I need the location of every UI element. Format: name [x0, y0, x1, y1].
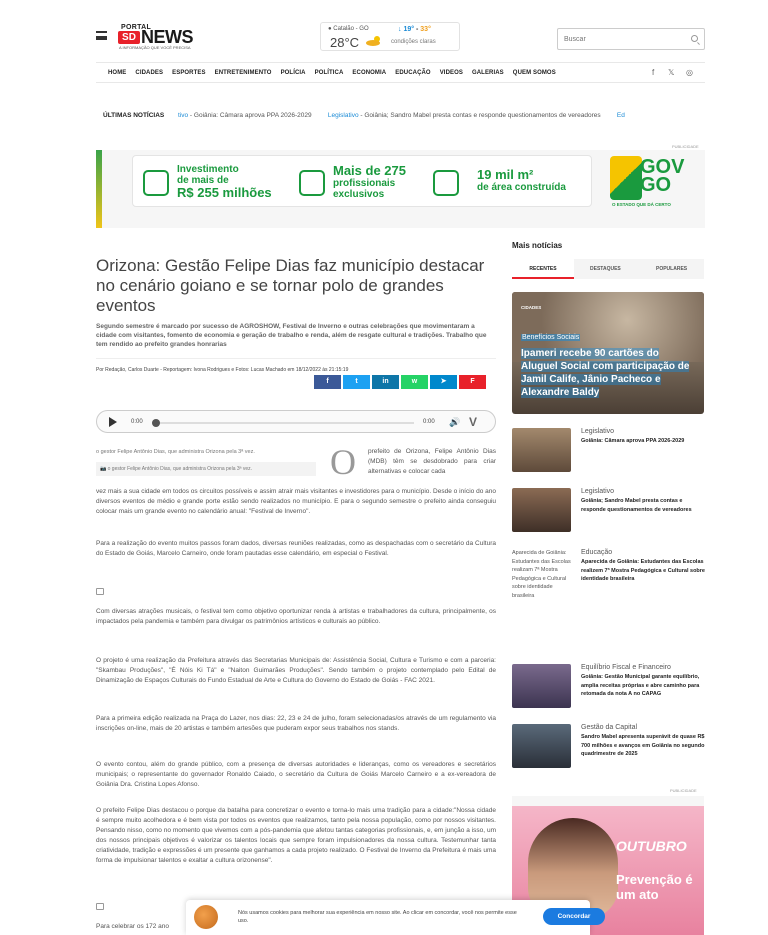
- ticker-item2[interactable]: - Goiânia; Sandro Mabel presta contas e responde questionamentos de vereadores: [358, 112, 601, 119]
- share-bar: [314, 375, 486, 389]
- banner-b2-line2: exclusivos: [333, 189, 385, 200]
- paragraph-8: Para celebrar os 172 ano: [96, 923, 169, 930]
- ticker-item1-cat[interactable]: tivo: [178, 112, 189, 119]
- nav-entretenimento[interactable]: ENTRETENIMENTO: [214, 70, 272, 76]
- list-item-category: Equilíbrio Fiscal e Financeiro: [581, 664, 671, 671]
- article-subtitle: Segundo semestre é marcado por sucesso de AGROSHOW, Festival de Inverno e outras celebrações que movimentaram a cidade com visitantes, fomento de economia e geração de trabalho e renda, além de resgate cultural e tradições. Trabalho que tem rendido ao prefeito grandes honrarias: [96, 323, 487, 348]
- sidebar-tabs: [512, 259, 704, 279]
- share-telegram-icon[interactable]: ➤: [430, 375, 457, 389]
- accept-cookies-button[interactable]: Concordar: [543, 908, 605, 925]
- paragraph-3: Com diversas atrações musicais, o festival tem como objetivo oportunizar renda à artistas e trabalhadores da cultura, principalmente, os impactados pela pandemia e também para divulgar os patrimônios artísticos e culturais ao público.: [96, 608, 496, 625]
- main-nav: [96, 62, 705, 83]
- gov-go-text: GOV GO: [640, 156, 685, 196]
- list-item-title: Goiânia: Câmara aprova PPA 2026-2029: [581, 438, 685, 444]
- news-ticker: [0, 107, 768, 124]
- list-item[interactable]: [512, 724, 704, 770]
- gov-go-logo: [610, 156, 690, 208]
- money-hand-icon: [143, 170, 169, 196]
- article-byline: Por Redação, Carlos Duarte - Reportagem: Ivona Rodrigues e Fotos: Lucas Machado em 18/12/2022 às 21:15:19: [96, 367, 349, 373]
- audio-duration: 0:00: [423, 419, 435, 425]
- list-item[interactable]: [512, 549, 704, 649]
- featured-title: Ipameri recebe 90 cartões do Aluguel Social com participação de Jamil Calife, Jânio Pacheco e Alexandre Baldy: [521, 348, 690, 398]
- weather-condition: condições claras: [391, 39, 436, 45]
- list-item-category: Legislativo: [581, 488, 615, 495]
- list-item-category: Educação: [581, 549, 613, 556]
- search-box[interactable]: [557, 28, 705, 50]
- audio-player: [96, 410, 496, 433]
- share-flipboard-icon[interactable]: F: [459, 375, 486, 389]
- banner-b2-big: Mais de 275: [333, 163, 406, 178]
- ticker-label: ÚLTIMAS NOTÍCIAS: [103, 112, 165, 119]
- share-whatsapp-icon[interactable]: w: [401, 375, 428, 389]
- logo-portal: PORTAL: [121, 24, 152, 31]
- dropcap: O: [330, 442, 356, 482]
- logo-tagline: A INFORMAÇÃO QUE VOCÊ PRECISA: [119, 45, 191, 50]
- cookie-banner: [186, 900, 590, 935]
- banner-b2-line1: profissionais: [333, 178, 396, 189]
- list-item[interactable]: [512, 488, 704, 534]
- nav-policia[interactable]: POLÍCIA: [280, 70, 306, 76]
- logo-news: NEWS: [141, 27, 193, 47]
- list-item[interactable]: [512, 428, 704, 474]
- ticker-item3-cat[interactable]: Ed: [616, 112, 625, 119]
- weather-widget: ● Catalão - GO 28°C ↓ 19° - 33° condições claras: [320, 22, 460, 51]
- list-item-category: Gestão da Capital: [581, 724, 638, 731]
- paragraph-5: Para a primeira edição realizada na Praça do Lazer, nos dias: 22, 23 e 24 de julho, foram selecionadas/os através de um regulamento via inscrições on-line, mais de 20 artistas e também artesões que puderam expor seus trabalhos nos stands.: [96, 715, 496, 732]
- hospital-bed-icon: [433, 170, 459, 196]
- gov-go-tagline: O ESTADO QUE DÁ CERTO: [612, 202, 671, 207]
- audio-seek-track[interactable]: [152, 422, 414, 424]
- banner-b1-line2: de mais de: [177, 175, 229, 186]
- image-caption-text: o gestor Felipe Antônio Dias, que administra Orizona pela 3ª vez.: [107, 466, 253, 472]
- nav-videos[interactable]: VIDEOS: [439, 70, 463, 76]
- ad-label: PUBLICIDADE: [670, 788, 697, 793]
- weather-location: Catalão - GO: [333, 26, 369, 32]
- banner-b3-big: 19 mil m²: [477, 167, 534, 182]
- nav-home[interactable]: HOME: [108, 70, 127, 76]
- volume-icon[interactable]: 🔊: [449, 417, 461, 427]
- news-thumbnail: [512, 664, 571, 708]
- nav-cidades[interactable]: CIDADES: [135, 70, 164, 76]
- featured-category: CIDADES: [521, 305, 542, 310]
- divider: [96, 358, 496, 359]
- search-input[interactable]: [558, 29, 684, 49]
- news-thumbnail: [512, 488, 571, 532]
- ad-label: PUBLICIDADE: [672, 144, 699, 149]
- twitter-icon[interactable]: 𝕏: [668, 68, 675, 77]
- news-thumbnail: [512, 724, 571, 768]
- broken-image-icon: [96, 588, 104, 595]
- share-linkedin-icon[interactable]: in: [372, 375, 399, 389]
- instagram-icon[interactable]: ◎: [686, 68, 693, 77]
- audio-brand-icon: V: [469, 415, 478, 429]
- share-facebook-icon[interactable]: f: [314, 375, 341, 389]
- news-thumbnail-alt: Aparecida de Goiânia: Estudantes das Escolas realizam 7ª Mostra Pedagógica e Cultural sobre identidade brasileira: [512, 550, 571, 599]
- featured-badge: Benefícios Sociais: [522, 334, 580, 341]
- sidebar-title: Mais notícias: [512, 241, 563, 250]
- cookie-text: Nós usamos cookies para melhorar sua experiência em nosso site. Ao clicar em concordar, você nos permite esse uso.: [238, 910, 517, 924]
- tab-destaques[interactable]: DESTAQUES: [590, 266, 621, 272]
- news-thumbnail: [512, 428, 571, 472]
- nav-educacao[interactable]: EDUCAÇÃO: [395, 70, 431, 76]
- weather-min: 19°: [403, 26, 415, 33]
- nav-politica[interactable]: POLÍTICA: [314, 70, 344, 76]
- article-title: Orizona: Gestão Felipe Dias faz município destacar no cenário goiano e se tornar polo de grandes eventos: [96, 256, 485, 315]
- broken-image-icon: [96, 903, 104, 910]
- banner-b3-line1: de área construída: [477, 182, 566, 193]
- weather-max: 33°: [420, 26, 431, 33]
- banner-b1-line1: Investimento: [177, 164, 239, 175]
- ticker-item2-cat[interactable]: Legislativo: [327, 112, 359, 119]
- image-alt-text: o gestor Felipe Antônio Dias, que administra Orizona pela 3ª vez.: [96, 449, 255, 455]
- nav-quem-somos[interactable]: QUEM SOMOS: [512, 70, 556, 76]
- paragraph-6: O evento contou, além do grande público, com a presença de diversas autoridades e lideranças, como os vereadores e secretários municipais; o representante do governador Ronaldo Caiado, o secretário da Cultura de Goiás Marcelo Carneiro e a ex-vereadora de Goiânia Dra. Cristina Lopes Afonso.: [96, 761, 496, 788]
- list-item[interactable]: [512, 664, 704, 710]
- paragraph-7: O prefeito Felipe Dias destacou o porque da batalha para concretizar o evento e torna-lo mais uma tradição para a cidade:"Nossa cidade é sempre muito acolhedora e é bem vista por todos os eventos que realizamos, tanto pela nossa população, como por nossos visitantes. Pensando nisso, como no momento que vivemos com a pós-pandemia que afetou tantas categorias profissionais, e, em junção a isso, um dos nossos principais objetivos é valorizar os talentos locais que sempre foram impulsionadores da nossa cultura. Testemunhar tanta criatividade, tradição e expressões é um presente que ganhamos a cada projeto realizado. O Festival de Inverno da Prefeitura é mais uma forma de impulsionar talentos e exaltar a cultura orizonense".: [96, 807, 496, 864]
- site-logo[interactable]: [118, 24, 210, 50]
- nav-galerias[interactable]: GALERIAS: [471, 70, 504, 76]
- ad-outubro: OUTUBRO: [616, 838, 687, 854]
- share-twitter-icon[interactable]: t: [343, 375, 370, 389]
- paragraph-1: vez mais a sua cidade em todos os circuitos possíveis e assim atrair mais visitantes e investidores para o município. Desde o início do ano diversos eventos de médio e grande porte estão sendo realizados no município. E para o segundo semestre o prefeito ainda conseguiu colocar mais um grande evento no calendário anual: "Festival de Inverno".: [96, 488, 496, 515]
- audio-seek-handle[interactable]: [152, 419, 160, 427]
- audio-current-time: 0:00: [131, 419, 143, 425]
- ticker-item1[interactable]: - Goiânia: Câmara aprova PPA 2026-2029: [188, 112, 312, 119]
- list-item-title: Goiânia; Sandro Mabel presta contas e responde questionamentos de vereadores: [581, 498, 692, 513]
- paragraph-1-top: prefeito de Orizona, Felipe Antônio Dias (MDB) têm se desdobrado para criar alternativas e colocar cada: [368, 448, 496, 475]
- facebook-icon[interactable]: f: [652, 68, 655, 77]
- image-caption: 📷 o gestor Felipe Antônio Dias, que administra Orizona pela 3ª vez.: [96, 462, 316, 476]
- featured-news[interactable]: [512, 292, 704, 414]
- list-item-title: Aparecida de Goiânia: Estudantes das Escolas realizem 7ª Mostra Pedagógica e Cultural sobre identidade brasileira: [581, 559, 705, 582]
- logo-sd: SD: [118, 31, 140, 44]
- banner-b1-big: R$ 255 milhões: [177, 185, 272, 200]
- weather-temp: 28°C: [330, 35, 360, 50]
- nav-economia[interactable]: ECONOMIA: [352, 70, 387, 76]
- list-item-title: Goiânia: Gestão Municipal garante equilíbrio, amplia receitas próprias e abre caminho para retomada da nota A no CAPAG: [581, 674, 700, 697]
- ad-prevencao: Prevenção é um ato: [616, 872, 693, 902]
- paragraph-4: O projeto é uma realização da Prefeitura através das Secretarias Municipais de: Assistência Social, Cultura e Turismo e com a parceria: "Skambau Produções", "É Nóis Ki Tá" e "Naiton Guimarães Produções". Sendo também o projeto contemplado pelo Edital de Dinamização de Espaços Culturais do Fundo Estadual de Arte e Cultura do Governo do Estado de Goiás - FAC 2021.: [96, 657, 496, 684]
- play-icon[interactable]: [109, 417, 117, 427]
- search-icon[interactable]: [691, 35, 698, 42]
- list-item-category: Legislativo: [581, 428, 615, 435]
- nav-esportes[interactable]: ESPORTES: [172, 70, 206, 76]
- paragraph-2: Para a realização do evento muitos passos foram dados, diversas reuniões realizadas, como as despachadas com o secretário da Cultura do Estado de Goiás, Marcelo Carneiro, onde foram pautadas esse calendário, em especial o Festival.: [96, 540, 496, 557]
- list-item-title: Sandro Mabel apresenta superávit de quase R$ 700 milhões e avanços em Goiânia no segundo quadrimestre de 2025: [581, 734, 705, 757]
- ad-banner[interactable]: [96, 150, 705, 228]
- tab-recentes[interactable]: RECENTES: [512, 259, 574, 279]
- cookie-icon: [194, 905, 218, 929]
- tab-populares[interactable]: POPULARES: [656, 266, 688, 272]
- cloud-sun-icon: [365, 36, 383, 46]
- menu-icon[interactable]: [96, 31, 107, 40]
- doctor-icon: [299, 170, 325, 196]
